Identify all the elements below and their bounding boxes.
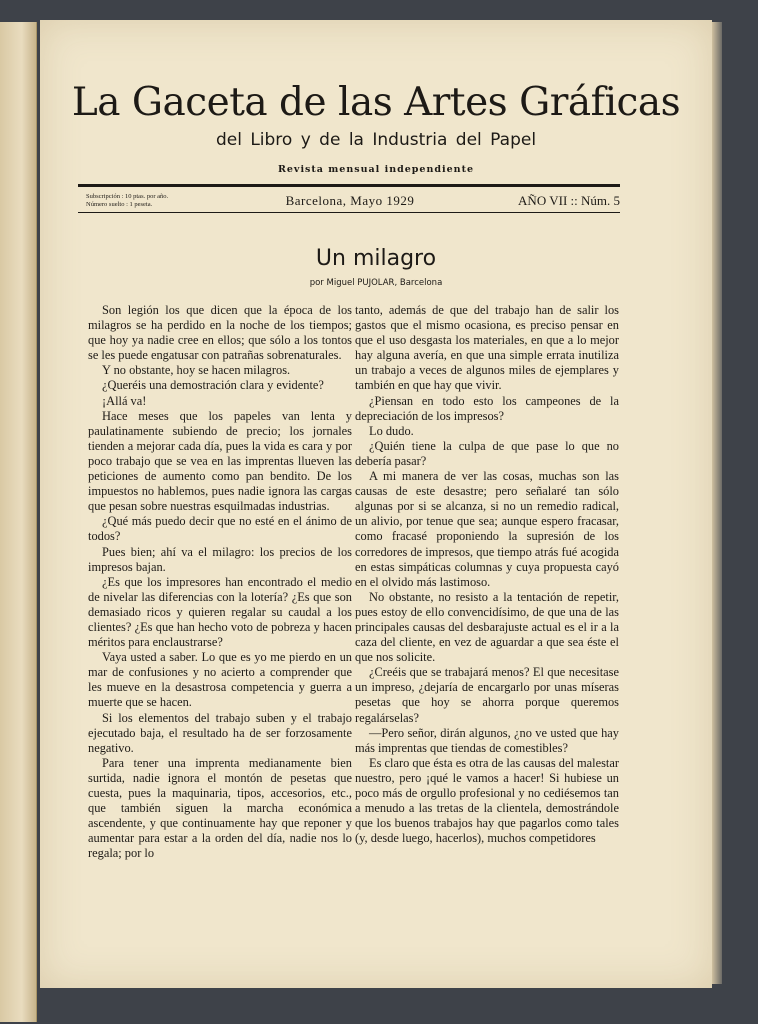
paragraph: tanto, además de que del trabajo han de salir los gastos que el mismo ocasiona, es preciso pensar en que el uso desgasta los materiales, en que a lo mejor hay alguna avería, en que una simple errata inutiliza un trabajo a veces de algunos miles de ejemplares y también en que hay que vivir. (355, 303, 619, 393)
paragraph: Son legión los que dicen que la época de los milagros se ha perdido en la noche de los tiempos; que hoy ya nadie cree en ellos; que sólo a los tontos se les puede engatusar con patrañas sobrenaturales. (88, 303, 352, 363)
header-rule-top (78, 184, 620, 187)
paragraph: Si los elementos del trabajo suben y el trabajo ejecutado baja, el resultado ha de ser forzosamente negativo. (88, 710, 352, 755)
paragraph: ¿Qué más puedo decir que no esté en el ánimo de todos? (88, 514, 352, 544)
paragraph: Hace meses que los papeles van lenta y paulatinamente subiendo de precio; los jornales tienden a mejorar cada día, pues la vida es cara y por poco trabajo que se vea en las imprentas llueven las peticiones de aumento como pan bendito. De los impuestos no hablemos, pues nadie ignora las cargas que pesan sobre nuestras esquilmadas industrias. (88, 408, 352, 514)
paragraph: Pues bien; ahí va el milagro: los precios de los impresos bajan. (88, 544, 352, 574)
masthead (40, 80, 712, 175)
paragraph: ¿Quién tiene la culpa de que pase lo que no debería pasar? (355, 438, 619, 468)
header-rule-bottom (78, 212, 620, 213)
paragraph: —Pero señor, dirán algunos, ¿no ve usted que hay más imprentas que tiendas de comestibles? (355, 725, 619, 755)
page-edge-shadow (712, 22, 722, 984)
issue-number: AÑO VII :: Núm. 5 (518, 193, 620, 208)
subscription-price: Subscripción : 10 ptas. por año. (86, 193, 169, 200)
paragraph: Y no obstante, hoy se hacen milagros. (102, 363, 291, 378)
publication-tagline: Revista mensual independiente (277, 164, 475, 175)
article-byline: por Miguel PUJOLAR, Barcelona (309, 278, 443, 288)
paragraph: Para tener una imprenta medianamente bien surtida, nadie ignora el montón de pesetas que cuesta, pues la maquinaria, tipos, accesorios, etc., que también siguen la marcha económica ascendente, y que continuamente hay que reponer y aumentar para estar a la orden del día, nadie nos lo regala; por lo (88, 755, 352, 861)
previous-page-edge (0, 22, 37, 1022)
paragraph: Vaya usted a saber. Lo que es yo me pierdo en un mar de confusiones y no acierto a comprender que les mueve en la desastrosa competencia y guerra a muerte que se hacen. (88, 650, 352, 710)
publication-subtitle: del Libro y de la Industria del Papel (215, 130, 537, 150)
single-issue-price: Número suelto : 1 peseta. (86, 201, 153, 208)
publication-title: La Gaceta de las Artes Gráficas (71, 80, 681, 125)
paragraph: ¿Creéis que se trabajará menos? El que necesitase un impreso, ¿dejaría de encargarlo por unas míseras pesetas que hoy se ahorra porque queremos regalárselas? (355, 665, 619, 725)
place-date: Barcelona, Mayo 1929 (285, 193, 415, 208)
paragraph: ¿Queréis una demostración clara y evidente? (102, 378, 324, 393)
subscription-info (86, 193, 236, 209)
paragraph: A mi manera de ver las cosas, muchas son las causas de este desastre; pero señalaré tan sólo algunas por si se alcanza, si no un remedio radical, un alivio, por tenue que sea; aunque espero fracasar, como fracasé proponiendo la supresión de los corredores de impresos, que tiempo atrás fué acogida en estas simpáticas columnas y cuya propuesta cayó en el olvido más lastimoso. (355, 469, 619, 589)
article-title: Un milagro (315, 246, 437, 271)
article-column-left (88, 303, 352, 861)
article-column-right (355, 303, 619, 846)
paragraph: ¿Es que los impresores han encontrado el medio de nivelar las diferencias con la lotería? ¿Es que son demasiado ricos y quieren regalar su caudal a los clientes? ¿Es que han hecho voto de pobreza y hacen méritos para enclaustrarse? (88, 574, 352, 650)
magazine-page (40, 20, 712, 988)
paragraph: ¿Piensan en todo esto los campeones de la depreciación de los impresos? (355, 393, 619, 423)
paragraph: No obstante, no resisto a la tentación de repetir, pues estoy de ello convencidísimo, de que una de las principales causas del desbarajuste actual es el ir a la caza del cliente, en vez de aguardar a que sea éste el que nos solicite. (355, 589, 619, 665)
paragraph: ¡Allá va! (102, 393, 147, 408)
paragraph: Lo dudo. (369, 423, 414, 438)
paragraph: Es claro que ésta es otra de las causas del malestar nuestro, pero ¡qué le vamos a hacer! Si hubiese un poco más de orgullo profesional y no cediésemos tan a menudo a las tretas de la clientela, demostrándole que los buenos trabajos hay que pagarlos como tales (y, desde luego, hacerlos), muchos competidores (355, 755, 619, 846)
